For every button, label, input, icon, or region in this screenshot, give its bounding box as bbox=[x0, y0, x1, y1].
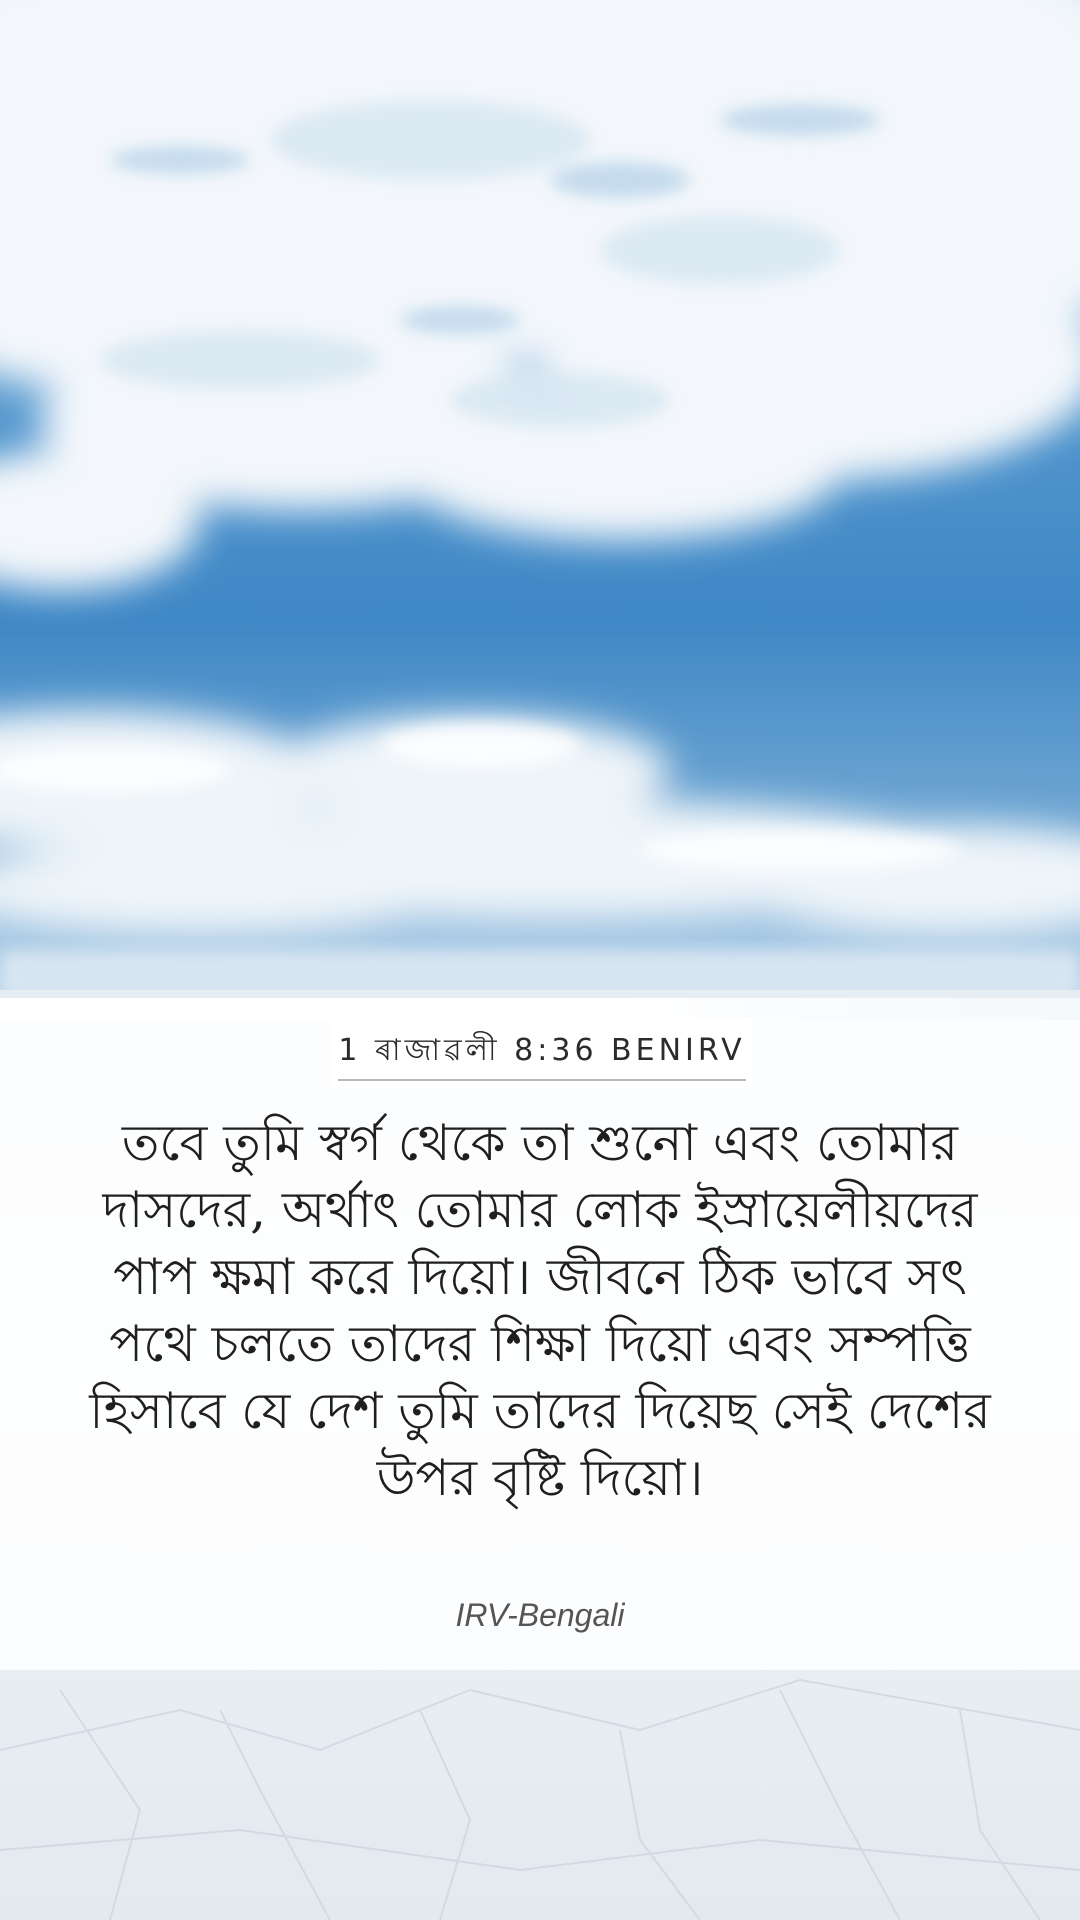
verse-reference: 1 ৰাজাৱলী 8:36 BENIRV bbox=[338, 1026, 745, 1081]
reference-box bbox=[332, 1018, 752, 1088]
version-label: IRV-Bengali bbox=[455, 1597, 625, 1633]
verse-text: তবে তুমি স্বর্গ থেকে তা শুনো এবং তোমার দাসদের, অর্থাৎ তোমার লোক ইস্রায়েলীয়দের পাপ ক্ষমা করে দিয়ো। জীবনে ঠিক ভাবে সৎ পথে চলতে তাদের শিক্ষা দিয়ো এবং সম্পত্তি হিসাবে যে দেশ তুমি তাদের দিয়েছ সেই দেশের উপর বৃষ্টি দিয়ো। bbox=[89, 1114, 991, 1507]
